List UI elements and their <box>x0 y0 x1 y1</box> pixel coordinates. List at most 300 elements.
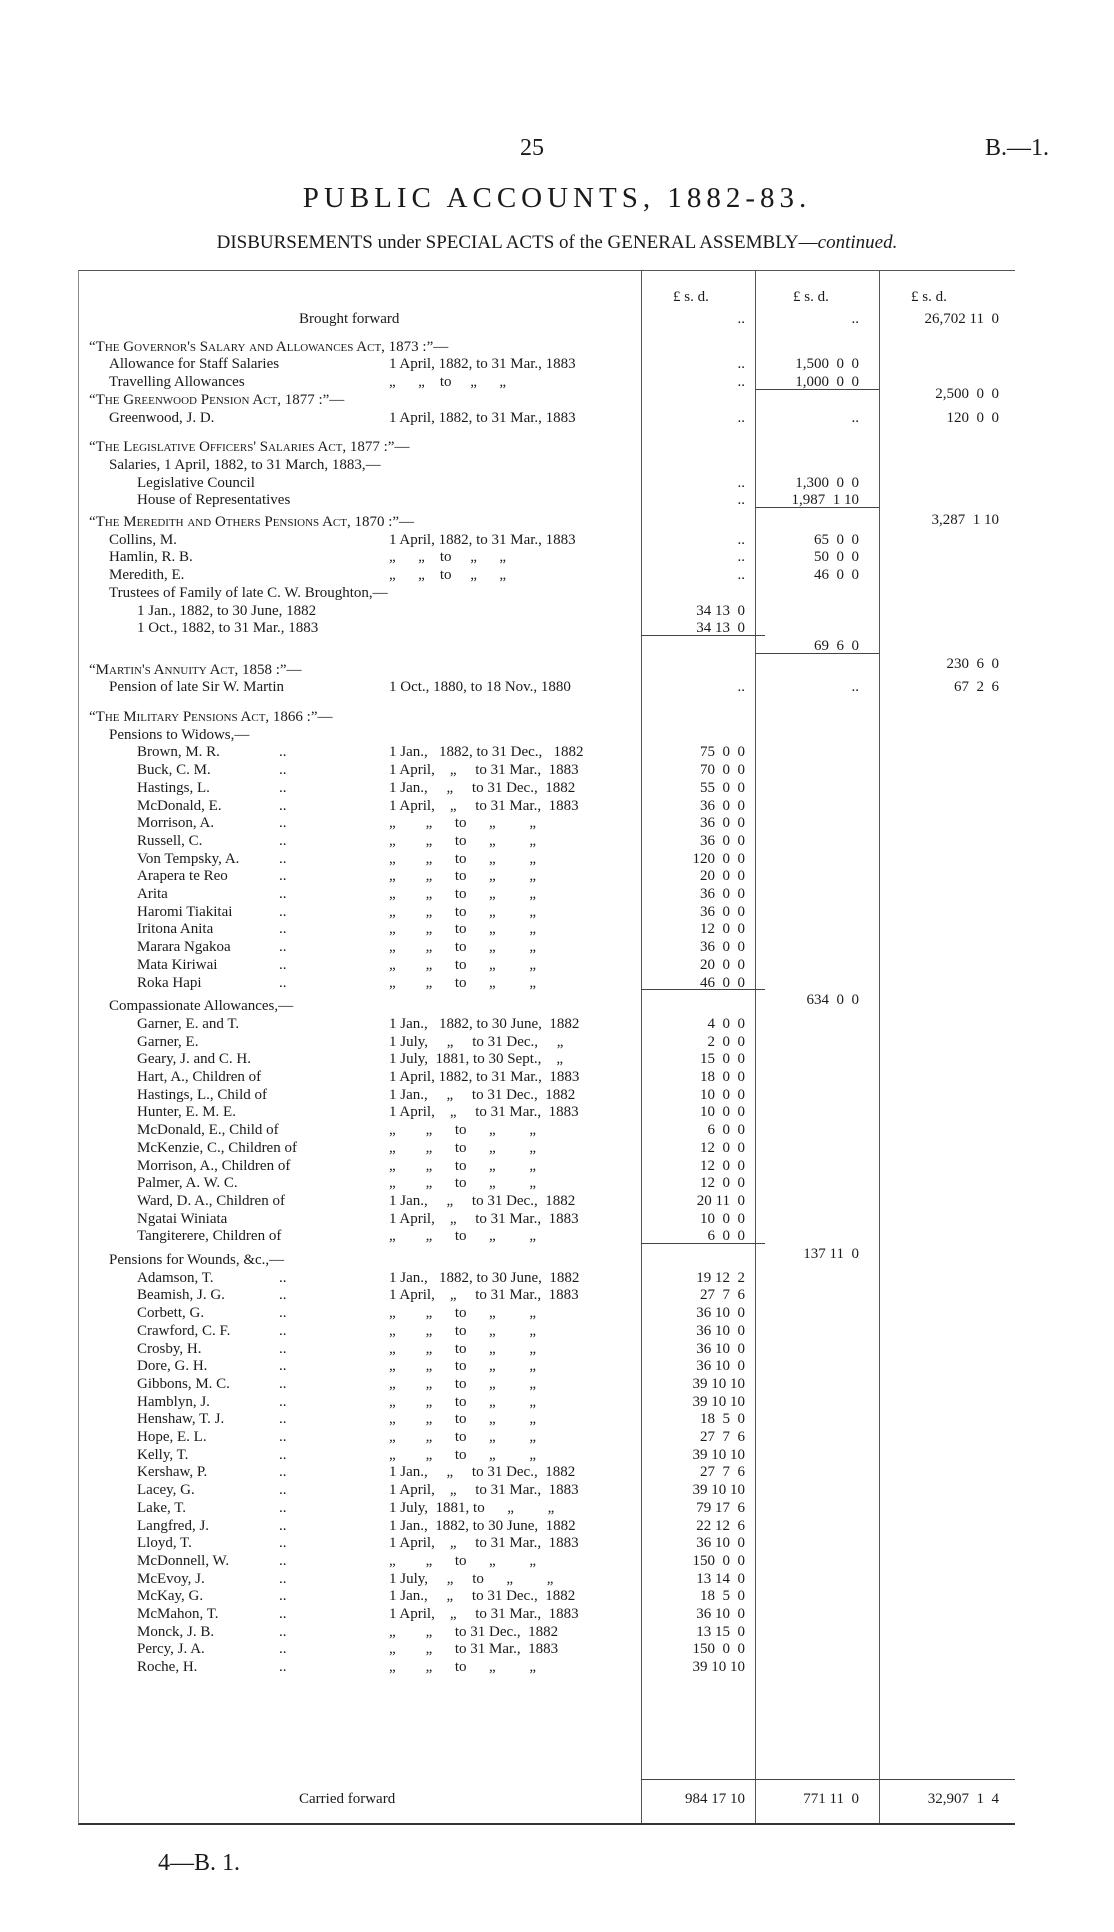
amount-c1: 150 0 0 <box>692 1552 745 1569</box>
row-date-range: 1 Oct., 1880, to 18 Nov., 1880 <box>389 679 571 696</box>
amount-c1: .. <box>737 374 745 391</box>
amount-c1: 34 13 0 <box>696 620 745 637</box>
table-row <box>79 1482 1015 1499</box>
row-label: Kelly, T. <box>137 1446 189 1463</box>
carried-forward-label: Carried forward <box>299 1791 396 1807</box>
amount-c2: 1,987 1 10 <box>791 492 859 509</box>
table-row <box>79 1069 1015 1086</box>
amount-c1: 39 10 10 <box>692 1375 745 1392</box>
leader-dots: .. <box>279 1322 287 1339</box>
row-label: McDonnell, W. <box>137 1552 230 1569</box>
row-label: Ngatai Winiata <box>137 1210 228 1227</box>
table-row <box>79 679 1015 696</box>
table-row <box>79 410 1015 427</box>
amount-c1: 39 10 10 <box>692 1446 745 1463</box>
row-label: Buck, C. M. <box>137 762 211 779</box>
amount-c1: 12 0 0 <box>700 1139 745 1156</box>
table-row <box>79 1606 1015 1623</box>
amount-c1: 10 0 0 <box>700 1086 745 1103</box>
row-date-range: „ „ to „ „ <box>389 886 537 902</box>
leader-dots: .. <box>279 1429 287 1445</box>
leader-dots: .. <box>279 1641 287 1658</box>
row-label: Von Tempsky, A. <box>137 850 240 867</box>
row-label: McDonald, E., Child of <box>137 1122 279 1139</box>
amount-c1: 36 10 0 <box>696 1606 745 1622</box>
amount-c1: 12 0 0 <box>700 1157 745 1174</box>
row-date-range: „ „ to „ „ <box>389 1322 537 1339</box>
row-date-range: 1 April, „ to 31 Mar., 1883 <box>389 1535 579 1552</box>
column-rule <box>641 1243 765 1244</box>
row-label: Geary, J. and C. H. <box>137 1051 252 1068</box>
leader-dots: .. <box>279 744 287 761</box>
table-row <box>79 1051 1015 1068</box>
row-label: Crawford, C. F. <box>137 1322 231 1339</box>
amount-c1: 36 10 0 <box>696 1305 745 1322</box>
amount-c3: 230 6 0 <box>946 655 999 672</box>
row-label: Lacey, G. <box>137 1482 195 1499</box>
table-row <box>79 356 1015 373</box>
row-label: Pensions to Widows,— <box>109 726 250 743</box>
amount-c1: .. <box>737 679 745 696</box>
table-row <box>79 921 1015 938</box>
table-row <box>79 1588 1015 1605</box>
amount-c3: 26,702 11 0 <box>924 311 999 327</box>
leader-dots: .. <box>279 921 287 938</box>
amount-c1: 27 7 6 <box>700 1429 745 1445</box>
row-label: 1 Oct., 1882, to 31 Mar., 1883 <box>137 620 319 637</box>
amount-c1: 2 0 0 <box>707 1033 745 1050</box>
row-label: Gibbons, M. C. <box>137 1375 230 1392</box>
row-date-range: 1 July, „ to 31 Dec., „ <box>389 1033 564 1050</box>
row-label: Lloyd, T. <box>137 1535 192 1552</box>
amount-c1: 34 13 0 <box>696 602 745 619</box>
leader-dots: .. <box>279 886 287 902</box>
row-date-range: 1 April, „ to 31 Mar., 1883 <box>389 1210 579 1227</box>
row-label: “The Greenwood Pension Act, 1877 :”— <box>89 391 345 408</box>
leader-dots: .. <box>279 1482 287 1499</box>
amount-c1: 150 0 0 <box>692 1641 745 1658</box>
row-date-range: „ „ to 31 Mar., 1883 <box>389 1641 559 1658</box>
table-row <box>79 939 1015 956</box>
table-row <box>79 780 1015 797</box>
table-row <box>79 1411 1015 1428</box>
page-number: 25 <box>520 135 544 161</box>
row-date-range: „ „ to „ „ <box>389 956 537 973</box>
amount-c1: 55 0 0 <box>700 779 745 796</box>
row-label: Morrison, A., Children of <box>137 1157 291 1174</box>
table-row <box>79 762 1015 779</box>
amount-c2: .. <box>851 679 859 696</box>
table-row <box>79 886 1015 903</box>
table-row <box>79 457 1015 474</box>
column-rule <box>755 653 879 654</box>
amount-c1: 22 12 6 <box>696 1517 745 1534</box>
amount-c1: 39 10 10 <box>692 1659 745 1676</box>
leader-dots: .. <box>279 974 287 991</box>
row-date-range: „ „ to „ „ <box>389 1122 537 1139</box>
table-row <box>79 709 1015 726</box>
amount-c2: 46 0 0 <box>814 567 859 584</box>
row-date-range: 1 Jan., 1882, to 30 June, 1882 <box>389 1269 580 1286</box>
amount-c1: 36 0 0 <box>700 903 745 920</box>
leader-dots: .. <box>279 939 287 956</box>
row-label: Haromi Tiakitai <box>137 903 233 920</box>
row-date-range: „ „ to 31 Dec., 1882 <box>389 1623 559 1640</box>
row-label: Brown, M. R. <box>137 744 220 761</box>
amount-c3: 2,500 0 0 <box>935 385 999 402</box>
row-label: Hamlin, R. B. <box>109 549 193 566</box>
amount-c1: 18 5 0 <box>700 1411 745 1428</box>
row-date-range: 1 April, 1882, to 31 Mar., 1883 <box>389 356 576 373</box>
row-label: Monck, J. B. <box>137 1623 215 1640</box>
row-label: Beamish, J. G. <box>137 1287 225 1304</box>
row-label: Legislative Council <box>137 474 255 491</box>
row-date-range: „ „ to „ „ <box>389 903 537 920</box>
row-label: “The Military Pensions Act, 1866 :”— <box>89 709 333 725</box>
row-date-range: „ „ to „ „ <box>389 1139 537 1156</box>
amount-c2: .. <box>851 311 859 327</box>
amount-c2: 69 6 0 <box>814 637 859 654</box>
amount-c2: 1,300 0 0 <box>795 474 859 491</box>
table-row <box>79 815 1015 832</box>
table-row <box>79 1228 1015 1245</box>
page-subtitle <box>0 232 1114 254</box>
amount-c1: .. <box>737 531 745 548</box>
row-label: Palmer, A. W. C. <box>137 1175 238 1192</box>
row-date-range: 1 April, „ to 31 Mar., 1883 <box>389 1482 579 1499</box>
amount-c1: 13 15 0 <box>696 1623 745 1640</box>
table-row <box>79 851 1015 868</box>
row-label: Ward, D. A., Children of <box>137 1192 285 1209</box>
amount-c1: 36 10 0 <box>696 1340 745 1357</box>
table-row <box>79 904 1015 921</box>
row-date-range: „ „ to „ „ <box>389 868 537 885</box>
amount-c2: 65 0 0 <box>814 531 859 548</box>
row-date-range: 1 April, „ to 31 Mar., 1883 <box>389 762 579 779</box>
table-row <box>79 620 1015 637</box>
leader-dots: .. <box>279 1358 287 1375</box>
table-row <box>79 1553 1015 1570</box>
col-header-3: £ s. d. <box>911 289 947 305</box>
leader-dots: .. <box>279 1411 287 1428</box>
row-date-range: „ „ to „ „ <box>389 549 507 566</box>
table-row <box>79 1270 1015 1287</box>
leader-dots: .. <box>279 815 287 832</box>
row-date-range: 1 April, „ to 31 Mar., 1883 <box>389 1606 579 1622</box>
row-date-range: „ „ to „ „ <box>389 1659 537 1676</box>
amount-c1: 79 17 6 <box>696 1499 745 1516</box>
amount-c1: 36 0 0 <box>700 886 745 902</box>
row-label: McEvoy, J. <box>137 1570 205 1587</box>
row-date-range: „ „ to „ „ <box>389 1358 537 1375</box>
row-date-range: „ „ to „ „ <box>389 815 537 832</box>
row-label: Compassionate Allowances,— <box>109 998 294 1015</box>
amount-c1: 36 0 0 <box>700 832 745 849</box>
row-date-range: „ „ to „ „ <box>389 1446 537 1463</box>
column-rule <box>755 507 879 508</box>
table-row <box>79 998 1015 1015</box>
row-date-range: „ „ to „ „ <box>389 1411 537 1428</box>
row-date-range: „ „ to „ „ <box>389 939 537 956</box>
row-date-range: „ „ to „ „ <box>389 921 537 938</box>
amount-c1: 120 0 0 <box>692 850 745 867</box>
amount-c1: 36 0 0 <box>700 815 745 832</box>
leader-dots: .. <box>279 1552 287 1569</box>
amount-c1: .. <box>737 492 745 509</box>
row-label: “Martin's Annuity Act, 1858 :”— <box>89 661 302 678</box>
table-row <box>79 744 1015 761</box>
leader-dots: .. <box>279 1393 287 1410</box>
column-rule <box>641 635 765 636</box>
carried-forward-c3: 32,907 1 4 <box>927 1791 999 1807</box>
row-date-range: „ „ to „ „ <box>389 1552 537 1569</box>
amount-c1: 4 0 0 <box>707 1015 745 1032</box>
row-date-range: „ „ to „ „ <box>389 1429 537 1445</box>
leader-dots: .. <box>279 1287 287 1304</box>
row-label: Allowance for Staff Salaries <box>109 356 280 373</box>
amount-c3: 120 0 0 <box>946 409 999 426</box>
amount-c1: 18 5 0 <box>700 1588 745 1605</box>
leader-dots: .. <box>279 1659 287 1676</box>
row-label: Roka Hapi <box>137 974 202 991</box>
leader-dots: .. <box>279 850 287 867</box>
table-row <box>79 1535 1015 1552</box>
subtitle-text: DISBURSEMENTS under SPECIAL ACTS of the GENERAL ASSEMBLY— <box>216 232 818 253</box>
row-date-range: 1 Jan., „ to 31 Dec., 1882 <box>389 1086 576 1103</box>
carried-forward-c2: 771 11 0 <box>803 1791 859 1807</box>
leader-dots: .. <box>279 779 287 796</box>
amount-c1: 46 0 0 <box>700 974 745 991</box>
table-row <box>79 1104 1015 1121</box>
row-label: Meredith, E. <box>109 567 185 584</box>
amount-c1: 36 0 0 <box>700 939 745 956</box>
amount-c1: 6 0 0 <box>707 1228 745 1245</box>
table-row <box>79 532 1015 549</box>
row-date-range: 1 Jan., 1882, to 30 June, 1882 <box>389 1517 576 1534</box>
row-label: Morrison, A. <box>137 815 215 832</box>
page-footer: 4—B. 1. <box>158 1850 241 1876</box>
row-label: “The Legislative Officers' Salaries Act, 1877 :”— <box>89 439 410 456</box>
table-row <box>79 1122 1015 1139</box>
amount-c1: 36 10 0 <box>696 1322 745 1339</box>
table-row <box>79 1429 1015 1446</box>
row-label: Kershaw, P. <box>137 1464 208 1481</box>
row-label: “The Meredith and Others Pensions Act, 1870 :”— <box>89 514 415 530</box>
row-date-range: „ „ to „ „ <box>389 1340 537 1357</box>
row-label: “The Governor's Salary and Allowances Act, 1873 :”— <box>89 338 449 355</box>
row-label: Marara Ngakoa <box>137 939 231 956</box>
amount-c1: 12 0 0 <box>700 921 745 938</box>
row-label: Hope, E. L. <box>137 1429 207 1445</box>
amount-c2: 1,500 0 0 <box>795 356 859 373</box>
table-row <box>79 392 1015 409</box>
row-label: McKay, G. <box>137 1588 204 1605</box>
table-row <box>79 1252 1015 1269</box>
table-row <box>79 1158 1015 1175</box>
amount-c2: 1,000 0 0 <box>795 374 859 391</box>
row-date-range: „ „ to „ „ <box>389 1157 537 1174</box>
row-date-range: 1 Jan., „ to 31 Dec., 1882 <box>389 1464 576 1481</box>
row-label: Henshaw, T. J. <box>137 1411 225 1428</box>
leader-dots: .. <box>279 1517 287 1534</box>
leader-dots: .. <box>279 1375 287 1392</box>
row-label: Langfred, J. <box>137 1517 210 1534</box>
table-row <box>79 1447 1015 1464</box>
row-label: Pension of late Sir W. Martin <box>109 679 284 696</box>
table-row <box>79 1305 1015 1322</box>
row-date-range: 1 April, „ to 31 Mar., 1883 <box>389 797 579 814</box>
carried-forward-c1: 984 17 10 <box>685 1791 745 1807</box>
amount-c2: .. <box>851 409 859 426</box>
row-label: Percy, J. A. <box>137 1641 205 1658</box>
amount-c1: 10 0 0 <box>700 1104 745 1121</box>
amount-c1: 39 10 10 <box>692 1482 745 1499</box>
amount-c1: 36 10 0 <box>696 1358 745 1375</box>
table-row <box>79 1287 1015 1304</box>
amount-c1: 19 12 2 <box>696 1269 745 1286</box>
amount-c1: .. <box>737 567 745 584</box>
leader-dots: .. <box>279 832 287 849</box>
amount-c1: 20 11 0 <box>696 1192 745 1209</box>
leader-dots: .. <box>279 1464 287 1481</box>
row-date-range: „ „ to „ „ <box>389 974 537 991</box>
leader-dots: .. <box>279 1588 287 1605</box>
amount-c1: 6 0 0 <box>707 1122 745 1139</box>
row-date-range: „ „ to „ „ <box>389 567 507 584</box>
leader-dots: .. <box>279 1446 287 1463</box>
table-row <box>79 475 1015 492</box>
table-row <box>79 798 1015 815</box>
table-row <box>79 585 1015 602</box>
amount-c1: 27 7 6 <box>700 1464 745 1481</box>
table-row <box>79 1500 1015 1517</box>
row-date-range: 1 July, 1881, to 30 Sept., „ <box>389 1051 564 1068</box>
amount-c1: .. <box>737 311 745 327</box>
carried-forward-rule <box>641 1779 1015 1780</box>
amount-c1: 36 10 0 <box>696 1535 745 1552</box>
table-row <box>79 727 1015 744</box>
table-row <box>79 1394 1015 1411</box>
amount-c2: 137 11 0 <box>803 1246 859 1262</box>
table-row <box>79 1624 1015 1641</box>
table-row <box>79 1323 1015 1340</box>
row-date-range: „ „ to „ „ <box>389 1175 537 1192</box>
row-date-range: 1 Jan., 1882, to 31 Dec., 1882 <box>389 744 584 761</box>
table-row <box>79 1087 1015 1104</box>
table-row <box>79 1641 1015 1658</box>
table-row <box>79 549 1015 566</box>
amount-c1: 27 7 6 <box>700 1287 745 1304</box>
row-label: Roche, H. <box>137 1659 198 1676</box>
leader-dots: .. <box>279 903 287 920</box>
row-label: Greenwood, J. D. <box>109 409 215 426</box>
amount-c1: .. <box>737 549 745 566</box>
amount-c1: 12 0 0 <box>700 1175 745 1192</box>
row-date-range: 1 April, „ to 31 Mar., 1883 <box>389 1287 579 1304</box>
amount-c1: 20 0 0 <box>700 868 745 885</box>
row-date-range: 1 July, „ to „ „ <box>389 1570 554 1587</box>
leader-dots: .. <box>279 1606 287 1622</box>
row-date-range: „ „ to „ „ <box>389 850 537 867</box>
table-row <box>79 957 1015 974</box>
amount-c3: 3,287 1 10 <box>931 512 999 528</box>
leader-dots: .. <box>279 1499 287 1516</box>
leader-dots: .. <box>279 1623 287 1640</box>
row-label: Trustees of Family of late C. W. Broughton,— <box>109 584 388 601</box>
carried-forward-row <box>79 1791 1015 1808</box>
row-label: Crosby, H. <box>137 1340 202 1357</box>
row-label: Lake, T. <box>137 1499 187 1516</box>
page-title: PUBLIC ACCOUNTS, 1882-83. <box>302 182 812 214</box>
table-row <box>79 868 1015 885</box>
row-date-range: 1 Jan., 1882, to 30 June, 1882 <box>389 1015 580 1032</box>
row-label: Tangiterere, Children of <box>137 1228 282 1245</box>
row-date-range: 1 July, 1881, to „ „ <box>389 1499 555 1516</box>
row-label: McDonald, E. <box>137 797 222 814</box>
row-label: Travelling Allowances <box>109 374 245 391</box>
amount-c1: .. <box>737 356 745 373</box>
row-label: McKenzie, C., Children of <box>137 1139 297 1156</box>
row-label: Hamblyn, J. <box>137 1393 210 1410</box>
table-row <box>79 1464 1015 1481</box>
amount-c1: .. <box>737 409 745 426</box>
row-label: Arapera te Reo <box>137 868 228 885</box>
row-date-range: „ „ to „ „ <box>389 1375 537 1392</box>
row-label: Pensions for Wounds, &c.,— <box>109 1252 285 1268</box>
row-label: Mata Kiriwai <box>137 956 218 973</box>
table-row <box>79 1376 1015 1393</box>
row-label: House of Representatives <box>137 492 291 509</box>
amount-c1: 70 0 0 <box>700 762 745 779</box>
amount-c3: 67 2 6 <box>954 679 999 696</box>
leader-dots: .. <box>279 1305 287 1322</box>
row-label: Hastings, L., Child of <box>137 1086 267 1103</box>
row-label: Hastings, L. <box>137 779 210 796</box>
table-row <box>79 833 1015 850</box>
amount-c2: 50 0 0 <box>814 549 859 566</box>
table-row <box>79 1358 1015 1375</box>
table-row <box>79 1034 1015 1051</box>
row-date-range: 1 Jan., „ to 31 Dec., 1882 <box>389 779 576 796</box>
row-label: Russell, C. <box>137 832 203 849</box>
amount-c1: .. <box>737 474 745 491</box>
row-date-range: 1 April, 1882, to 31 Mar., 1883 <box>389 409 576 426</box>
column-rule <box>641 989 765 990</box>
amount-c1: 18 0 0 <box>700 1069 745 1085</box>
table-row <box>79 1341 1015 1358</box>
row-date-range: „ „ to „ „ <box>389 1228 537 1245</box>
table-row <box>79 1193 1015 1210</box>
leader-dots: .. <box>279 1570 287 1587</box>
subtitle-continued: continued. <box>817 232 898 253</box>
document-reference: B.—1. <box>985 135 1050 161</box>
amount-c1: 36 0 0 <box>700 797 745 814</box>
row-label: Brought forward <box>299 311 400 327</box>
col-header-1: £ s. d. <box>673 289 709 305</box>
table-row <box>79 567 1015 584</box>
table-row <box>79 339 1015 356</box>
row-label: Iritona Anita <box>137 921 214 938</box>
amount-c1: 75 0 0 <box>700 744 745 761</box>
row-date-range: „ „ to „ „ <box>389 1305 537 1322</box>
row-date-range: 1 April, 1882, to 31 Mar., 1883 <box>389 1069 580 1085</box>
leader-dots: .. <box>279 797 287 814</box>
table-row <box>79 1140 1015 1157</box>
amount-c2: 634 0 0 <box>806 992 859 1009</box>
disbursements-table <box>78 270 1015 1825</box>
row-date-range: „ „ to „ „ <box>389 832 537 849</box>
table-row <box>79 975 1015 992</box>
